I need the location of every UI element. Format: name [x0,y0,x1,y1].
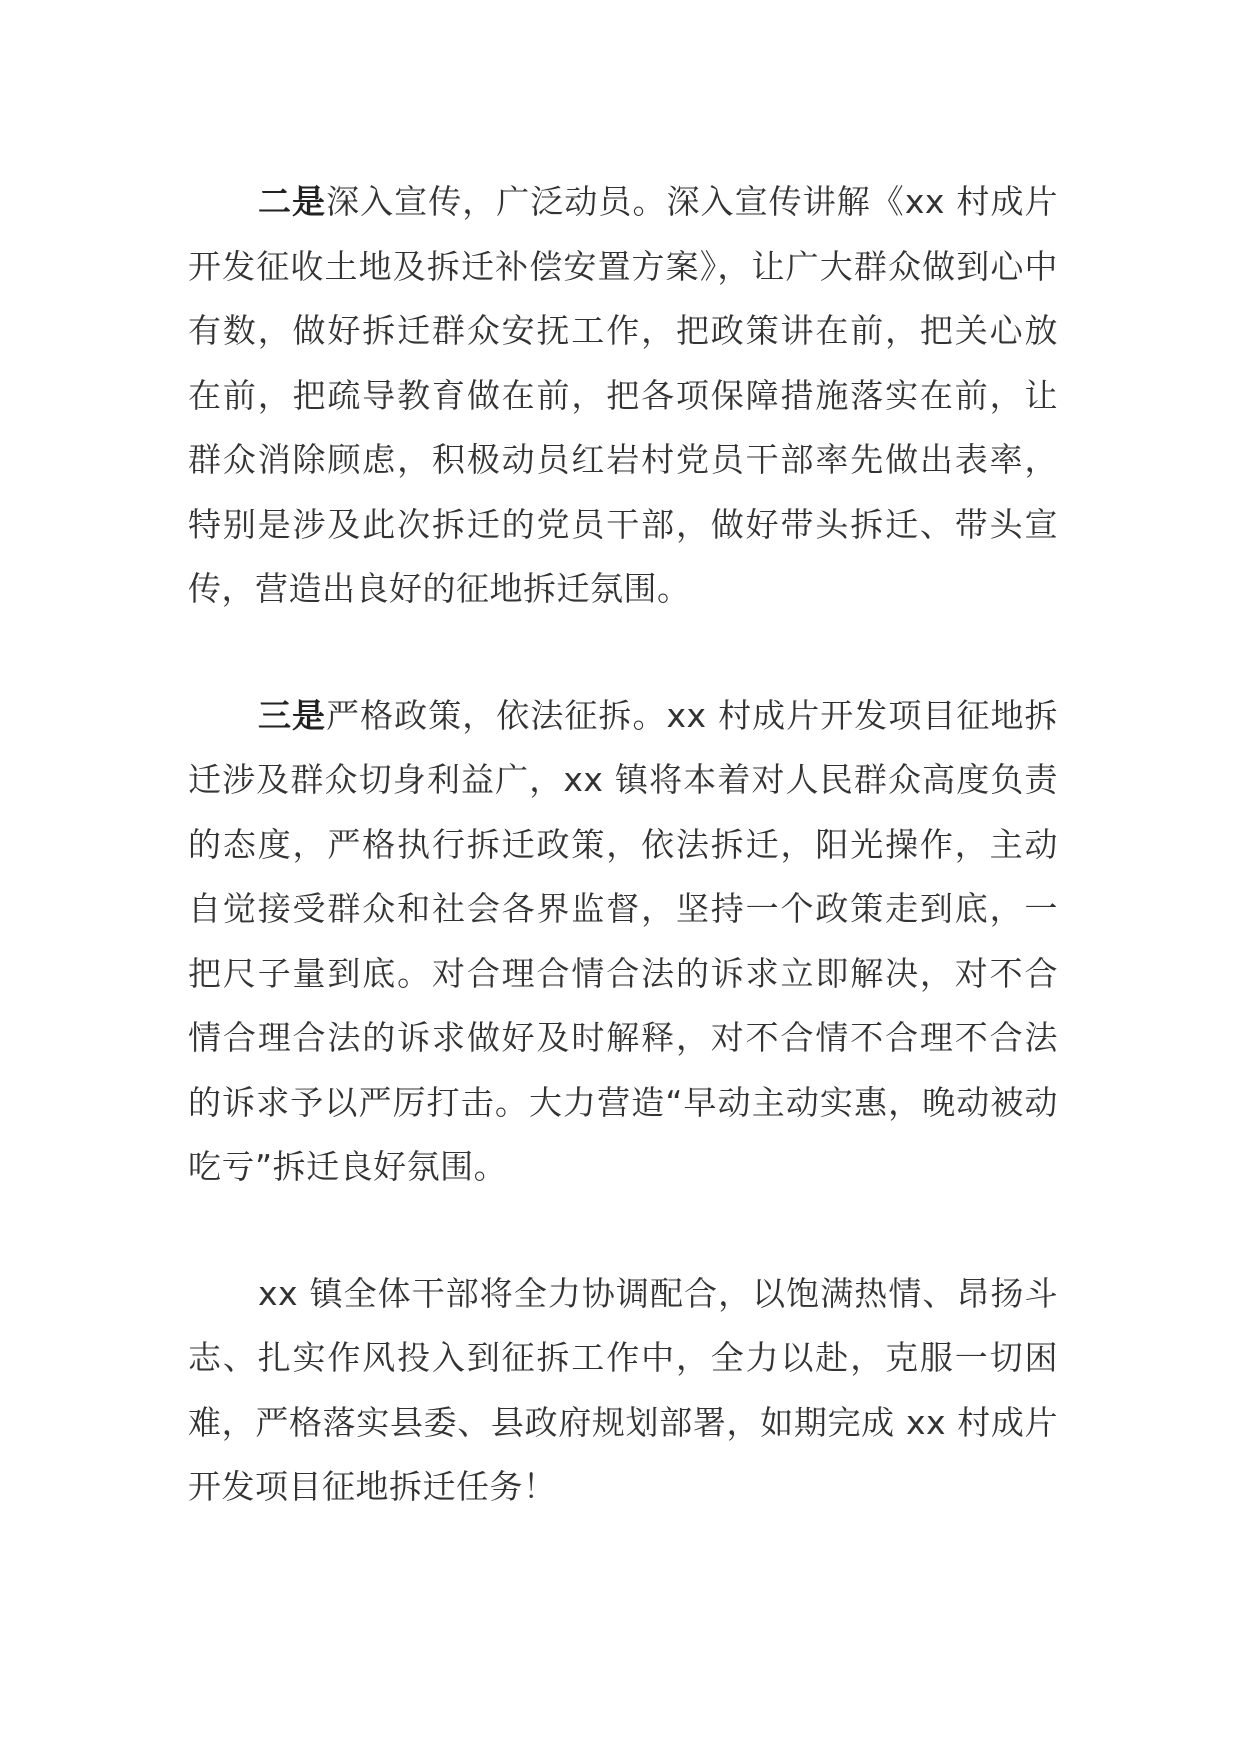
paragraph-2-text: 深入宣传，广泛动员。深入宣传讲解《xx 村成片开发征收土地及拆迁补偿安置方案》，让广大群众做到心中有数，做好拆迁群众安抚工作，把政策讲在前，把关心放在前，把疏导教育做在前，把各项保障措施落实在前，让群众消除顾虑，积极动员红岩村党员干部率先做出表率，特别是涉及此次拆迁的党员干部，做好带头拆迁、带头宣传，营造出良好的征地拆迁氛围。 [188,182,1058,608]
paragraph-3-lead: 三是 [258,695,327,735]
document-body [188,170,1058,1582]
paragraph-closing [188,1262,1058,1520]
paragraph-closing-text: xx 镇全体干部将全力协调配合，以饱满热情、昂扬斗志、扎实作风投入到征拆工作中，全力以赴，克服一切困难，严格落实县委、县政府规划部署，如期完成 xx 村成片开发项目征地拆迁任务！ [188,1273,1058,1506]
paragraph-3-text: 严格政策，依法征拆。xx 村成片开发项目征地拆迁涉及群众切身利益广，xx 镇将本着对人民群众高度负责的态度，严格执行拆迁政策，依法拆迁，阳光操作，主动自觉接受群众和社会各界监督，坚持一个政策走到底，一把尺子量到底。对合理合情合法的诉求立即解决，对不合情合理合法的诉求做好及时解释，对不合情不合理不合法的诉求予以严厉打击。大力营造“早动主动实惠，晚动被动吃亏”拆迁良好氛围。 [188,695,1058,1186]
paragraph-2 [188,170,1058,622]
paragraph-2-lead: 二是 [258,182,327,221]
paragraph-3 [188,684,1058,1200]
